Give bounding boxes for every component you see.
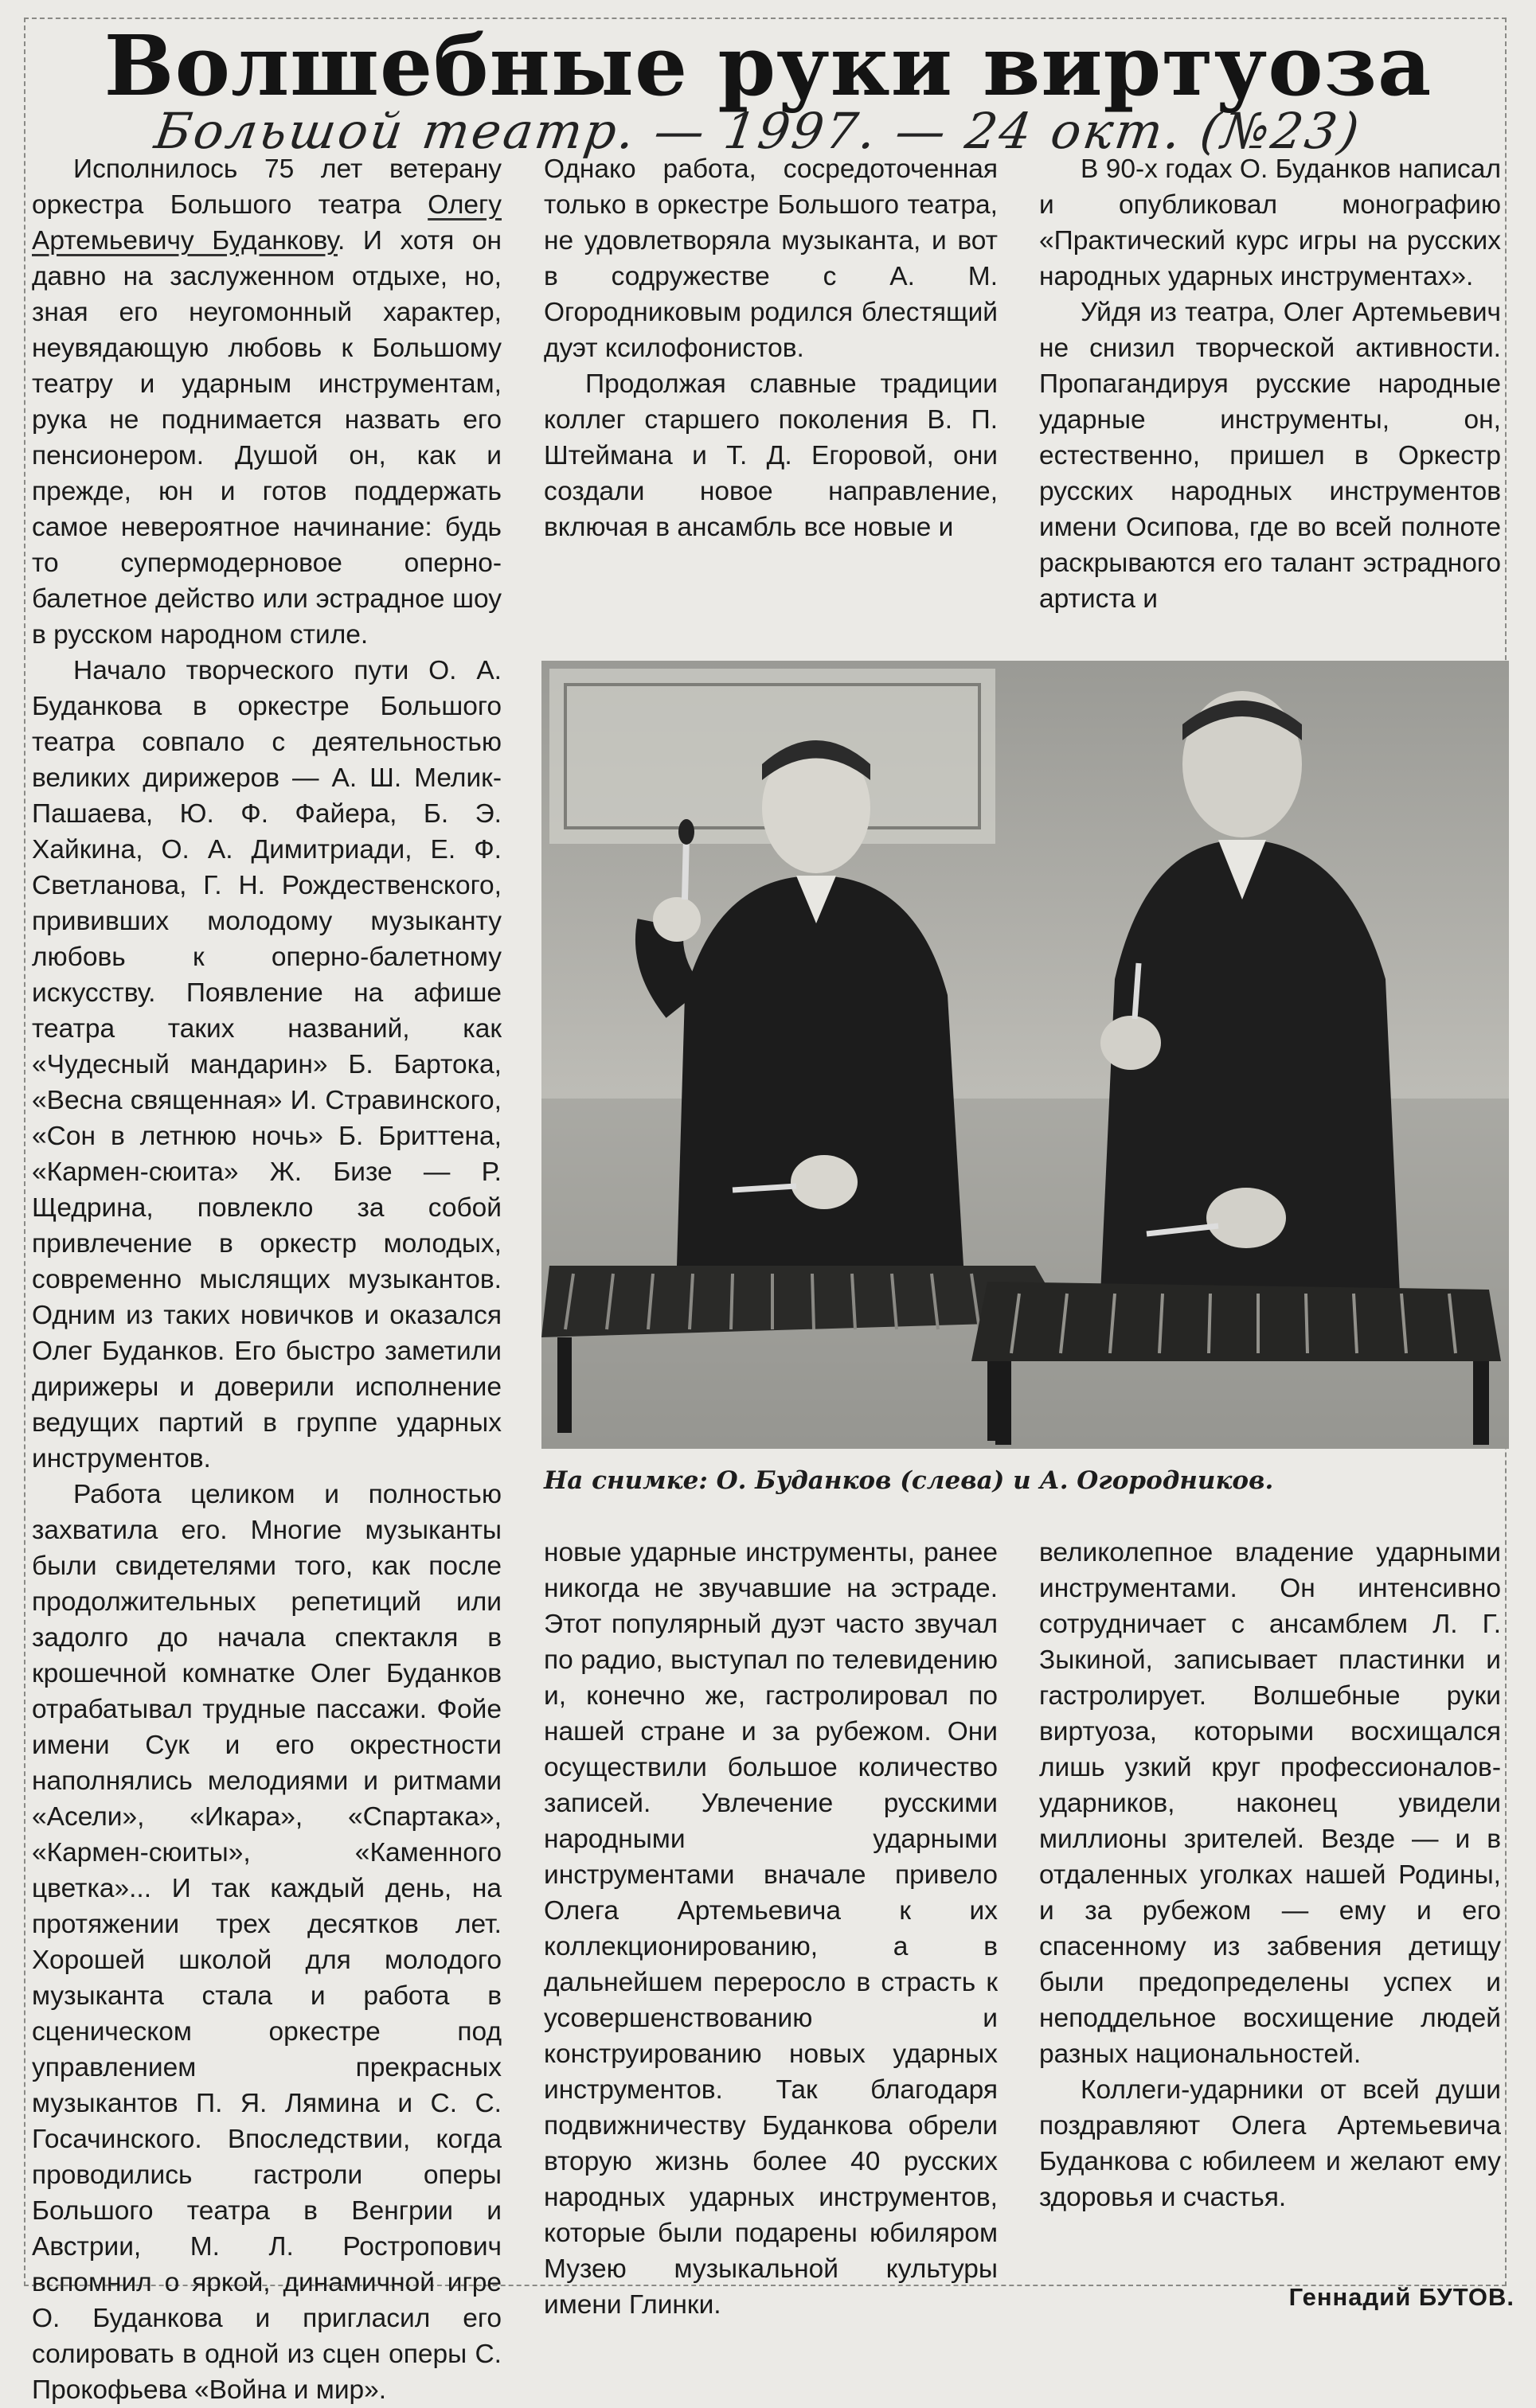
column-1 xyxy=(32,151,502,2408)
paragraph: Коллеги-ударники от всей души поздравляют Олега Артемьевича Буданкова с юбилеем и желают ему здоровья и счастья. xyxy=(1039,2075,1501,2212)
paragraph: Исполнилось 75 лет ветерану оркестра Большого театра Олегу Артемьевичу Буданкову. И хотя он давно на заслуженном отдыхе, но, зная его неугомонный характер, неувядающую любовь к Большому театру и ударным инструментам, рука не поднимается назвать его пенсионером. Душой он, как и прежде, юн и готов поддержать самое невероятное начинание: будь то супермодерновое оперно-балетное действо или эстрадное шоу в русском народном стиле. xyxy=(32,154,502,650)
handwritten-source-note: Большой театр. — 1997. — 24 окт. (№23) xyxy=(150,102,1366,160)
paragraph: Работа целиком и полностью захватила его. Многие музыканты были свидетелями того, как после продолжительных репетиций или задолго до начала спектакля в крошечной комнатке Олег Буданков отрабатывал трудные пассажи. Фойе имени Сук и его окрестности наполнялись мелодиями и ритмами «Асели», «Икара», «Спартака», «Кармен-сюиты», «Каменного цветка»... И так каждый день, на протяжении трех десятков лет. Хорошей школой для молодого музыканта стала и работа в сценическом оркестре под управлением прекрасных музыкантов П. Я. Лямина и С. С. Госачинского. Впоследствии, когда проводились гастроли оперы Большого театра в Венгрии и Австрии, М. Л. Ростропович вспомнил о яркой, динамичной игре О. Буданкова и пригласил его солировать в одной из сцен оперы С. Прокофьева «Война и мир». xyxy=(32,1480,502,2405)
paragraph: Однако работа, сосредоточенная только в оркестре Большого театра, не удовлетворяла музыканта, и вот в содружестве с А. М. Огородниковым родился блестящий дуэт ксилофонистов. xyxy=(544,154,998,363)
paragraph: Начало творческого пути О. А. Буданкова в оркестре Большого театра совпало с деятельностью великих дирижеров — А. Ш. Мелик-Пашаева, Ю. Ф. Файера, Б. Э. Хайкина, О. А. Димитриади, Е. Ф. Светланова, Г. Н. Рождественского, прививших молодому музыканту любовь к оперно-балетному искусству. Появление на афише театра таких названий, как «Чудесный мандарин» Б. Бартока, «Весна священная» И. Стравинского, «Сон в летнюю ночь» Б. Бриттена, «Кармен-сюита» Ж. Бизе — Р. Щедрина, повлекло за собой привлечение в оркестр молодых, современно мыслящих музыкантов. Одним из таких новичков и оказался Олег Буданков. Его быстро заметили дирижеры и доверили исполнение ведущих партий в группе ударных инструментов. xyxy=(32,656,502,1473)
article-photo xyxy=(541,661,1509,1449)
photo-illustration xyxy=(541,661,1509,1449)
paragraph: Продолжая славные традиции коллег старшего поколения В. П. Штеймана и Т. Д. Егоровой, они создали новое направление, включая в ансамбль все новые и xyxy=(544,369,998,542)
column-3-bottom xyxy=(1039,1535,1501,2215)
paragraph: великолепное владение ударными инструментами. Он интенсивно сотрудничает с ансамблем Л. Г. Зыкиной, записывает пластинки и гастролирует. Волшебные руки виртуоза, которыми восхищался лишь узкий круг профессионалов-ударников, наконец увидели миллионы зрителей. Везде — и в отдаленных уголках нашей Родины, и за рубежом — ему и его спасенному из забвения детищу были предопределены успех и неподдельное восхищение людей разных национальностей. xyxy=(1039,1538,1501,2069)
paragraph: В 90-х годах О. Буданков написал и опубликовал монографию «Практический курс игры на русских народных ударных инструментах». xyxy=(1039,154,1501,291)
photo-caption: На снимке: О. Буданков (слева) и А. Огородников. xyxy=(544,1466,1274,1495)
underlined-name: Олегу Артемьевичу Буданкову xyxy=(32,190,502,256)
paragraph: новые ударные инструменты, ранее никогда не звучавшие на эстраде. Этот популярный дуэт часто звучал по радио, выступал по телевидению и, конечно же, гастролировал по нашей стране и за рубежом. Они осуществили большое количество записей. Увлечение русскими народными ударными инструментами вначале привело Олега Артемьевича к их коллекционированию, а в дальнейшем переросло в страсть к усовершенствованию и конструированию новых ударных инструментов. Так благодаря подвижничеству Буданкова обрели вторую жизнь более 40 русских народных ударных инструментов, которые были подарены юбиляром Музею музыкальной культуры имени Глинки. xyxy=(544,1538,998,2320)
column-2-top xyxy=(544,151,998,545)
author-signature: Геннадий БУТОВ. xyxy=(1288,2283,1515,2311)
column-3-top xyxy=(1039,151,1501,617)
column-2-bottom xyxy=(544,1535,998,2323)
paragraph: Уйдя из театра, Олег Артемьевич не снизил творческой активности. Пропагандируя русские народные ударные инструменты, он, естественно, пришел в Оркестр русских народных инструментов имени Осипова, где во всей полноте раскрываются его талант эстрадного артиста и xyxy=(1039,298,1501,614)
article-headline: Волшебные руки виртуоза xyxy=(104,17,1432,115)
